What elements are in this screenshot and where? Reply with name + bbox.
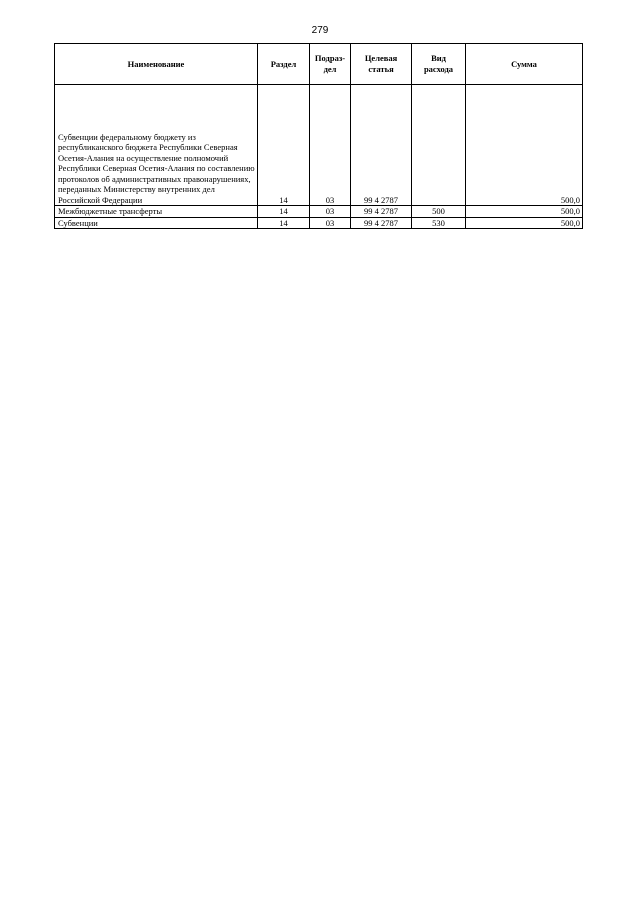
header-expense-type: Вид расхода [412,44,466,85]
row-name: Субвенции [55,217,258,229]
row-name: Субвенции федеральному бюджету из республиканского бюджета Республики Северная Осетия-Алания на осуществление полномочий Республики Северная Осетия-Алания по составлению протоколов об административных правонарушениях, переданных Министерству внутренних дел Российской Федерации [55,85,258,206]
table-header-row [55,44,583,85]
header-target-article: Целевая статья [351,44,412,85]
row-section: 14 [258,85,310,206]
row-section: 14 [258,217,310,229]
table-row [55,206,583,218]
row-name: Межбюджетные трансферты [55,206,258,218]
row-subsection: 03 [310,217,351,229]
header-subsection: Подраз- дел [310,44,351,85]
row-target-article: 99 4 2787 [351,85,412,206]
row-target-article: 99 4 2787 [351,206,412,218]
page-number: 279 [311,25,329,36]
header-name: Наименование [55,44,258,85]
row-expense-type [412,85,466,206]
table-row [55,217,583,229]
row-expense-type: 530 [412,217,466,229]
row-subsection: 03 [310,206,351,218]
budget-table [54,43,583,229]
header-sum: Сумма [466,44,583,85]
row-subsection: 03 [310,85,351,206]
row-sum: 500,0 [466,206,583,218]
row-sum: 500,0 [466,217,583,229]
row-target-article: 99 4 2787 [351,217,412,229]
row-sum: 500,0 [466,85,583,206]
table-row [55,85,583,206]
header-section: Раздел [258,44,310,85]
row-expense-type: 500 [412,206,466,218]
row-section: 14 [258,206,310,218]
